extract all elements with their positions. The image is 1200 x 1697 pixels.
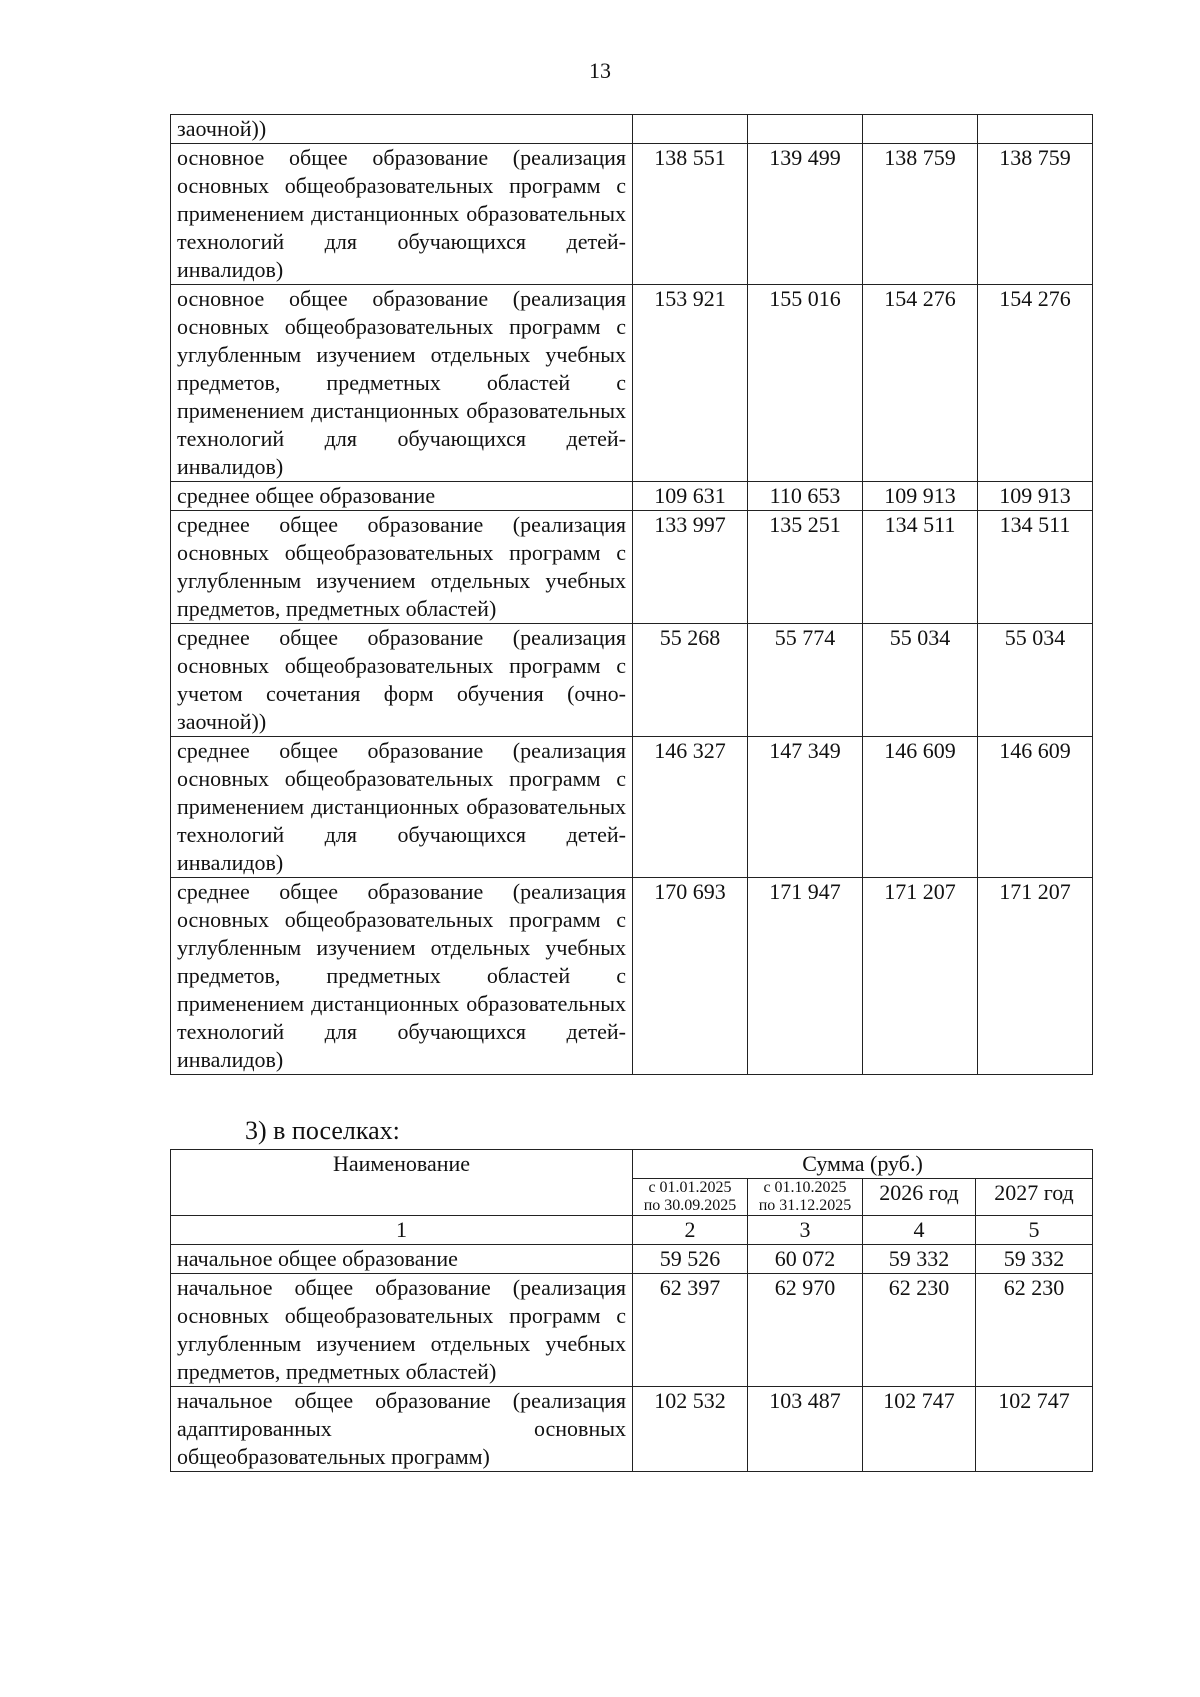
row-value: 55 268 xyxy=(633,624,748,737)
row-value: 133 997 xyxy=(633,511,748,624)
table-row xyxy=(171,1274,1093,1387)
row-value: 60 072 xyxy=(748,1245,863,1274)
row-value: 102 747 xyxy=(976,1387,1093,1472)
row-value xyxy=(633,115,748,144)
row-value: 62 230 xyxy=(976,1274,1093,1387)
education-cost-table-continued xyxy=(170,114,1093,1075)
page-number: 13 xyxy=(589,58,611,83)
row-value: 62 397 xyxy=(633,1274,748,1387)
row-value: 139 499 xyxy=(748,144,863,285)
row-name: заочной)) xyxy=(171,115,633,144)
row-value: 109 913 xyxy=(978,482,1093,511)
header-row xyxy=(171,1150,1093,1179)
row-name: среднее общее образование xyxy=(171,482,633,511)
table-row xyxy=(171,878,1093,1075)
row-value: 138 759 xyxy=(978,144,1093,285)
column-number: 2 xyxy=(633,1216,748,1245)
row-value: 138 551 xyxy=(633,144,748,285)
row-name: начальное общее образование (реализация основных общеобразовательных программ с углубленным изучением отдельных учебных предметов, предметных областей) xyxy=(171,1274,633,1387)
table-row xyxy=(171,624,1093,737)
name-column-header: Наименование xyxy=(171,1150,633,1216)
row-value: 55 034 xyxy=(863,624,978,737)
column-number-row xyxy=(171,1216,1093,1245)
row-value: 59 526 xyxy=(633,1245,748,1274)
table-row xyxy=(171,482,1093,511)
column-number: 3 xyxy=(748,1216,863,1245)
row-value: 153 921 xyxy=(633,285,748,482)
table-row xyxy=(171,737,1093,878)
row-value: 171 947 xyxy=(748,878,863,1075)
period-header: с 01.10.2025 по 31.12.2025 xyxy=(748,1179,863,1216)
row-value: 154 276 xyxy=(863,285,978,482)
row-value: 62 970 xyxy=(748,1274,863,1387)
row-value: 59 332 xyxy=(976,1245,1093,1274)
row-name: основное общее образование (реализация основных общеобразовательных программ с применением дистанционных образовательных технологий для обучающихся детей-инвалидов) xyxy=(171,144,633,285)
row-value: 55 774 xyxy=(748,624,863,737)
row-name: основное общее образование (реализация основных общеобразовательных программ с углубленным изучением отдельных учебных предметов, предметных областей с применением дистанционных образовательных технологий для обучающихся детей-инвалидов) xyxy=(171,285,633,482)
row-name: среднее общее образование (реализация основных общеобразовательных программ с углубленным изучением отдельных учебных предметов, предметных областей) xyxy=(171,511,633,624)
row-value: 102 532 xyxy=(633,1387,748,1472)
row-value: 110 653 xyxy=(748,482,863,511)
row-value: 171 207 xyxy=(863,878,978,1075)
row-value: 135 251 xyxy=(748,511,863,624)
row-name: начальное общее образование (реализация адаптированных основных общеобразовательных программ) xyxy=(171,1387,633,1472)
row-value: 109 913 xyxy=(863,482,978,511)
table-row xyxy=(171,144,1093,285)
row-value xyxy=(978,115,1093,144)
row-value xyxy=(863,115,978,144)
row-value: 103 487 xyxy=(748,1387,863,1472)
row-value: 155 016 xyxy=(748,285,863,482)
row-value: 109 631 xyxy=(633,482,748,511)
column-number: 4 xyxy=(863,1216,976,1245)
column-number: 5 xyxy=(976,1216,1093,1245)
row-value xyxy=(748,115,863,144)
table-row xyxy=(171,285,1093,482)
row-value: 55 034 xyxy=(978,624,1093,737)
column-number: 1 xyxy=(171,1216,633,1245)
row-value: 146 609 xyxy=(863,737,978,878)
period-header: 2027 год xyxy=(976,1179,1093,1216)
row-value: 146 327 xyxy=(633,737,748,878)
row-value: 59 332 xyxy=(863,1245,976,1274)
row-value: 147 349 xyxy=(748,737,863,878)
period-header: 2026 год xyxy=(863,1179,976,1216)
table-row xyxy=(171,1245,1093,1274)
row-value: 62 230 xyxy=(863,1274,976,1387)
row-value: 102 747 xyxy=(863,1387,976,1472)
sum-column-header: Сумма (руб.) xyxy=(633,1150,1093,1179)
row-value: 146 609 xyxy=(978,737,1093,878)
row-value: 134 511 xyxy=(863,511,978,624)
row-value: 171 207 xyxy=(978,878,1093,1075)
row-name: среднее общее образование (реализация основных общеобразовательных программ с применением дистанционных образовательных технологий для обучающихся детей-инвалидов) xyxy=(171,737,633,878)
row-name: среднее общее образование (реализация основных общеобразовательных программ с углубленным изучением отдельных учебных предметов, предметных областей с применением дистанционных образовательных технологий для обучающихся детей-инвалидов) xyxy=(171,878,633,1075)
period-header: с 01.01.2025 по 30.09.2025 xyxy=(633,1179,748,1216)
row-name: среднее общее образование (реализация основных общеобразовательных программ с учетом сочетания форм обучения (очно-заочной)) xyxy=(171,624,633,737)
row-value: 154 276 xyxy=(978,285,1093,482)
subsection-title: 3) в поселках: xyxy=(245,1116,400,1145)
table-row xyxy=(171,115,1093,144)
row-name: начальное общее образование xyxy=(171,1245,633,1274)
row-value: 170 693 xyxy=(633,878,748,1075)
row-value: 134 511 xyxy=(978,511,1093,624)
row-value: 138 759 xyxy=(863,144,978,285)
table-row xyxy=(171,1387,1093,1472)
settlements-cost-table xyxy=(170,1149,1093,1472)
table-row xyxy=(171,511,1093,624)
